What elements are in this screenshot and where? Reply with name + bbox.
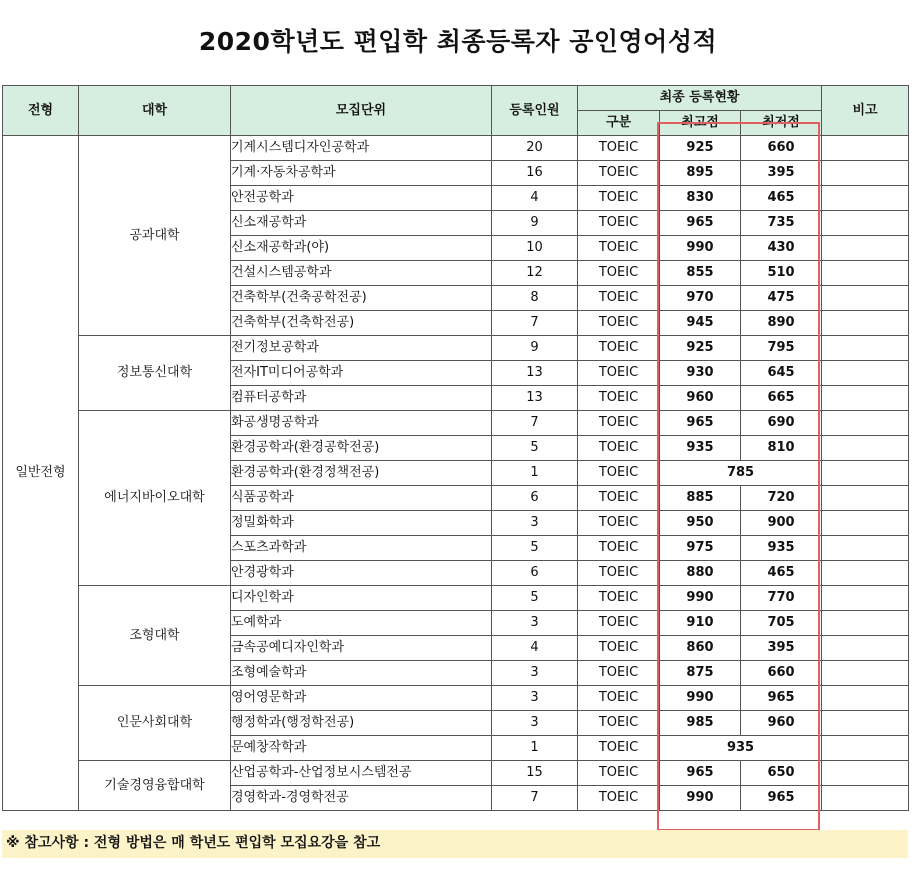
unit-cell: 식품공학과 bbox=[231, 486, 492, 511]
max-score-cell: 945 bbox=[660, 311, 741, 336]
category-cell: TOEIC bbox=[578, 436, 660, 461]
college-cell: 기술경영융합대학 bbox=[79, 761, 231, 811]
count-cell: 9 bbox=[492, 336, 578, 361]
category-cell: TOEIC bbox=[578, 736, 660, 761]
note-cell bbox=[822, 386, 909, 411]
category-cell: TOEIC bbox=[578, 711, 660, 736]
count-cell: 10 bbox=[492, 236, 578, 261]
note-cell bbox=[822, 236, 909, 261]
unit-cell: 영어영문학과 bbox=[231, 686, 492, 711]
count-cell: 5 bbox=[492, 436, 578, 461]
note-cell bbox=[822, 336, 909, 361]
admission-type-cell: 일반전형 bbox=[3, 136, 79, 811]
count-cell: 6 bbox=[492, 561, 578, 586]
table-row bbox=[3, 761, 909, 786]
count-cell: 5 bbox=[492, 586, 578, 611]
unit-cell: 건축학부(건축공학전공) bbox=[231, 286, 492, 311]
count-cell: 3 bbox=[492, 661, 578, 686]
min-score-cell: 935 bbox=[741, 536, 822, 561]
max-score-cell: 925 bbox=[660, 336, 741, 361]
category-cell: TOEIC bbox=[578, 636, 660, 661]
max-score-cell: 990 bbox=[660, 786, 741, 811]
category-cell: TOEIC bbox=[578, 136, 660, 161]
unit-cell: 전기정보공학과 bbox=[231, 336, 492, 361]
note-cell bbox=[822, 211, 909, 236]
table-header bbox=[3, 86, 909, 136]
max-score-cell: 965 bbox=[660, 411, 741, 436]
min-score-cell: 735 bbox=[741, 211, 822, 236]
note-cell bbox=[822, 636, 909, 661]
score-cell: 935 bbox=[660, 736, 822, 761]
category-cell: TOEIC bbox=[578, 661, 660, 686]
unit-cell: 기계·자동차공학과 bbox=[231, 161, 492, 186]
note-cell bbox=[822, 361, 909, 386]
count-cell: 13 bbox=[492, 361, 578, 386]
category-cell: TOEIC bbox=[578, 236, 660, 261]
count-cell: 12 bbox=[492, 261, 578, 286]
min-score-cell: 395 bbox=[741, 636, 822, 661]
unit-cell: 경영학과-경영학전공 bbox=[231, 786, 492, 811]
max-score-cell: 925 bbox=[660, 136, 741, 161]
category-cell: TOEIC bbox=[578, 786, 660, 811]
count-cell: 16 bbox=[492, 161, 578, 186]
unit-cell: 건설시스템공학과 bbox=[231, 261, 492, 286]
header-note: 비고 bbox=[822, 86, 909, 136]
note-cell bbox=[822, 761, 909, 786]
category-cell: TOEIC bbox=[578, 586, 660, 611]
college-cell: 공과대학 bbox=[79, 136, 231, 336]
max-score-cell: 990 bbox=[660, 686, 741, 711]
unit-cell: 건축학부(건축학전공) bbox=[231, 311, 492, 336]
min-score-cell: 465 bbox=[741, 186, 822, 211]
min-score-cell: 795 bbox=[741, 336, 822, 361]
score-cell: 785 bbox=[660, 461, 822, 486]
page-title: 2020학년도 편입학 최종등록자 공인영어성적 bbox=[198, 27, 718, 56]
max-score-cell: 960 bbox=[660, 386, 741, 411]
note-cell bbox=[822, 511, 909, 536]
header-category: 구분 bbox=[578, 111, 660, 136]
unit-cell: 금속공예디자인학과 bbox=[231, 636, 492, 661]
min-score-cell: 900 bbox=[741, 511, 822, 536]
note-cell bbox=[822, 661, 909, 686]
note-cell bbox=[822, 711, 909, 736]
category-cell: TOEIC bbox=[578, 536, 660, 561]
note-cell bbox=[822, 586, 909, 611]
unit-cell: 환경공학과(환경정책전공) bbox=[231, 461, 492, 486]
count-cell: 4 bbox=[492, 636, 578, 661]
header-unit: 모집단위 bbox=[231, 86, 492, 136]
unit-cell: 신소재공학과 bbox=[231, 211, 492, 236]
note-cell bbox=[822, 311, 909, 336]
max-score-cell: 975 bbox=[660, 536, 741, 561]
max-score-cell: 990 bbox=[660, 586, 741, 611]
min-score-cell: 660 bbox=[741, 136, 822, 161]
count-cell: 3 bbox=[492, 511, 578, 536]
category-cell: TOEIC bbox=[578, 561, 660, 586]
category-cell: TOEIC bbox=[578, 211, 660, 236]
category-cell: TOEIC bbox=[578, 311, 660, 336]
category-cell: TOEIC bbox=[578, 161, 660, 186]
max-score-cell: 895 bbox=[660, 161, 741, 186]
count-cell: 7 bbox=[492, 311, 578, 336]
note-cell bbox=[822, 286, 909, 311]
min-score-cell: 510 bbox=[741, 261, 822, 286]
footnote: ※ 참고사항 : 전형 방법은 매 학년도 편입학 모집요강을 참고 bbox=[2, 830, 908, 858]
note-cell bbox=[822, 561, 909, 586]
note-cell bbox=[822, 536, 909, 561]
note-cell bbox=[822, 136, 909, 161]
college-cell: 인문사회대학 bbox=[79, 686, 231, 761]
min-score-cell: 650 bbox=[741, 761, 822, 786]
max-score-cell: 930 bbox=[660, 361, 741, 386]
max-score-cell: 950 bbox=[660, 511, 741, 536]
min-score-cell: 770 bbox=[741, 586, 822, 611]
min-score-cell: 645 bbox=[741, 361, 822, 386]
header-status: 최종 등록현황 bbox=[578, 86, 822, 111]
note-cell bbox=[822, 161, 909, 186]
note-cell bbox=[822, 436, 909, 461]
note-cell bbox=[822, 261, 909, 286]
college-cell: 정보통신대학 bbox=[79, 336, 231, 411]
header-college: 대학 bbox=[79, 86, 231, 136]
count-cell: 7 bbox=[492, 786, 578, 811]
category-cell: TOEIC bbox=[578, 361, 660, 386]
min-score-cell: 705 bbox=[741, 611, 822, 636]
unit-cell: 기계시스템디자인공학과 bbox=[231, 136, 492, 161]
table-row bbox=[3, 686, 909, 711]
count-cell: 4 bbox=[492, 186, 578, 211]
max-score-cell: 880 bbox=[660, 561, 741, 586]
unit-cell: 전자IT미디어공학과 bbox=[231, 361, 492, 386]
min-score-cell: 430 bbox=[741, 236, 822, 261]
note-cell bbox=[822, 611, 909, 636]
max-score-cell: 965 bbox=[660, 211, 741, 236]
count-cell: 3 bbox=[492, 711, 578, 736]
unit-cell: 환경공학과(환경공학전공) bbox=[231, 436, 492, 461]
count-cell: 20 bbox=[492, 136, 578, 161]
max-score-cell: 970 bbox=[660, 286, 741, 311]
count-cell: 3 bbox=[492, 611, 578, 636]
min-score-cell: 475 bbox=[741, 286, 822, 311]
min-score-cell: 890 bbox=[741, 311, 822, 336]
unit-cell: 행정학과(행정학전공) bbox=[231, 711, 492, 736]
category-cell: TOEIC bbox=[578, 486, 660, 511]
note-cell bbox=[822, 486, 909, 511]
max-score-cell: 910 bbox=[660, 611, 741, 636]
college-cell: 에너지바이오대학 bbox=[79, 411, 231, 586]
header-type: 전형 bbox=[3, 86, 79, 136]
max-score-cell: 855 bbox=[660, 261, 741, 286]
max-score-cell: 830 bbox=[660, 186, 741, 211]
category-cell: TOEIC bbox=[578, 411, 660, 436]
min-score-cell: 665 bbox=[741, 386, 822, 411]
unit-cell: 조형예술학과 bbox=[231, 661, 492, 686]
category-cell: TOEIC bbox=[578, 186, 660, 211]
unit-cell: 화공생명공학과 bbox=[231, 411, 492, 436]
max-score-cell: 860 bbox=[660, 636, 741, 661]
category-cell: TOEIC bbox=[578, 261, 660, 286]
count-cell: 8 bbox=[492, 286, 578, 311]
category-cell: TOEIC bbox=[578, 511, 660, 536]
header-max: 최고점 bbox=[660, 111, 741, 136]
category-cell: TOEIC bbox=[578, 336, 660, 361]
count-cell: 6 bbox=[492, 486, 578, 511]
note-cell bbox=[822, 186, 909, 211]
category-cell: TOEIC bbox=[578, 461, 660, 486]
count-cell: 7 bbox=[492, 411, 578, 436]
unit-cell: 산업공학과-산업정보시스템전공 bbox=[231, 761, 492, 786]
count-cell: 1 bbox=[492, 461, 578, 486]
table-row bbox=[3, 586, 909, 611]
count-cell: 1 bbox=[492, 736, 578, 761]
unit-cell: 문예창작학과 bbox=[231, 736, 492, 761]
note-cell bbox=[822, 411, 909, 436]
category-cell: TOEIC bbox=[578, 611, 660, 636]
table-row bbox=[3, 411, 909, 436]
min-score-cell: 965 bbox=[741, 786, 822, 811]
note-cell bbox=[822, 686, 909, 711]
unit-cell: 도예학과 bbox=[231, 611, 492, 636]
count-cell: 15 bbox=[492, 761, 578, 786]
unit-cell: 안전공학과 bbox=[231, 186, 492, 211]
category-cell: TOEIC bbox=[578, 386, 660, 411]
note-cell bbox=[822, 461, 909, 486]
header-count: 등록인원 bbox=[492, 86, 578, 136]
min-score-cell: 690 bbox=[741, 411, 822, 436]
max-score-cell: 990 bbox=[660, 236, 741, 261]
max-score-cell: 875 bbox=[660, 661, 741, 686]
category-cell: TOEIC bbox=[578, 761, 660, 786]
min-score-cell: 720 bbox=[741, 486, 822, 511]
scores-table bbox=[2, 85, 909, 811]
min-score-cell: 660 bbox=[741, 661, 822, 686]
category-cell: TOEIC bbox=[578, 686, 660, 711]
count-cell: 3 bbox=[492, 686, 578, 711]
min-score-cell: 810 bbox=[741, 436, 822, 461]
unit-cell: 신소재공학과(야) bbox=[231, 236, 492, 261]
unit-cell: 디자인학과 bbox=[231, 586, 492, 611]
max-score-cell: 965 bbox=[660, 761, 741, 786]
table-row bbox=[3, 336, 909, 361]
unit-cell: 컴퓨터공학과 bbox=[231, 386, 492, 411]
count-cell: 13 bbox=[492, 386, 578, 411]
unit-cell: 스포츠과학과 bbox=[231, 536, 492, 561]
header-min: 최저점 bbox=[741, 111, 822, 136]
count-cell: 9 bbox=[492, 211, 578, 236]
unit-cell: 안경광학과 bbox=[231, 561, 492, 586]
min-score-cell: 960 bbox=[741, 711, 822, 736]
count-cell: 5 bbox=[492, 536, 578, 561]
table-body bbox=[3, 136, 909, 811]
min-score-cell: 465 bbox=[741, 561, 822, 586]
unit-cell: 정밀화학과 bbox=[231, 511, 492, 536]
category-cell: TOEIC bbox=[578, 286, 660, 311]
max-score-cell: 935 bbox=[660, 436, 741, 461]
note-cell bbox=[822, 736, 909, 761]
table-row bbox=[3, 136, 909, 161]
college-cell: 조형대학 bbox=[79, 586, 231, 686]
note-cell bbox=[822, 786, 909, 811]
min-score-cell: 965 bbox=[741, 686, 822, 711]
max-score-cell: 985 bbox=[660, 711, 741, 736]
min-score-cell: 395 bbox=[741, 161, 822, 186]
max-score-cell: 885 bbox=[660, 486, 741, 511]
